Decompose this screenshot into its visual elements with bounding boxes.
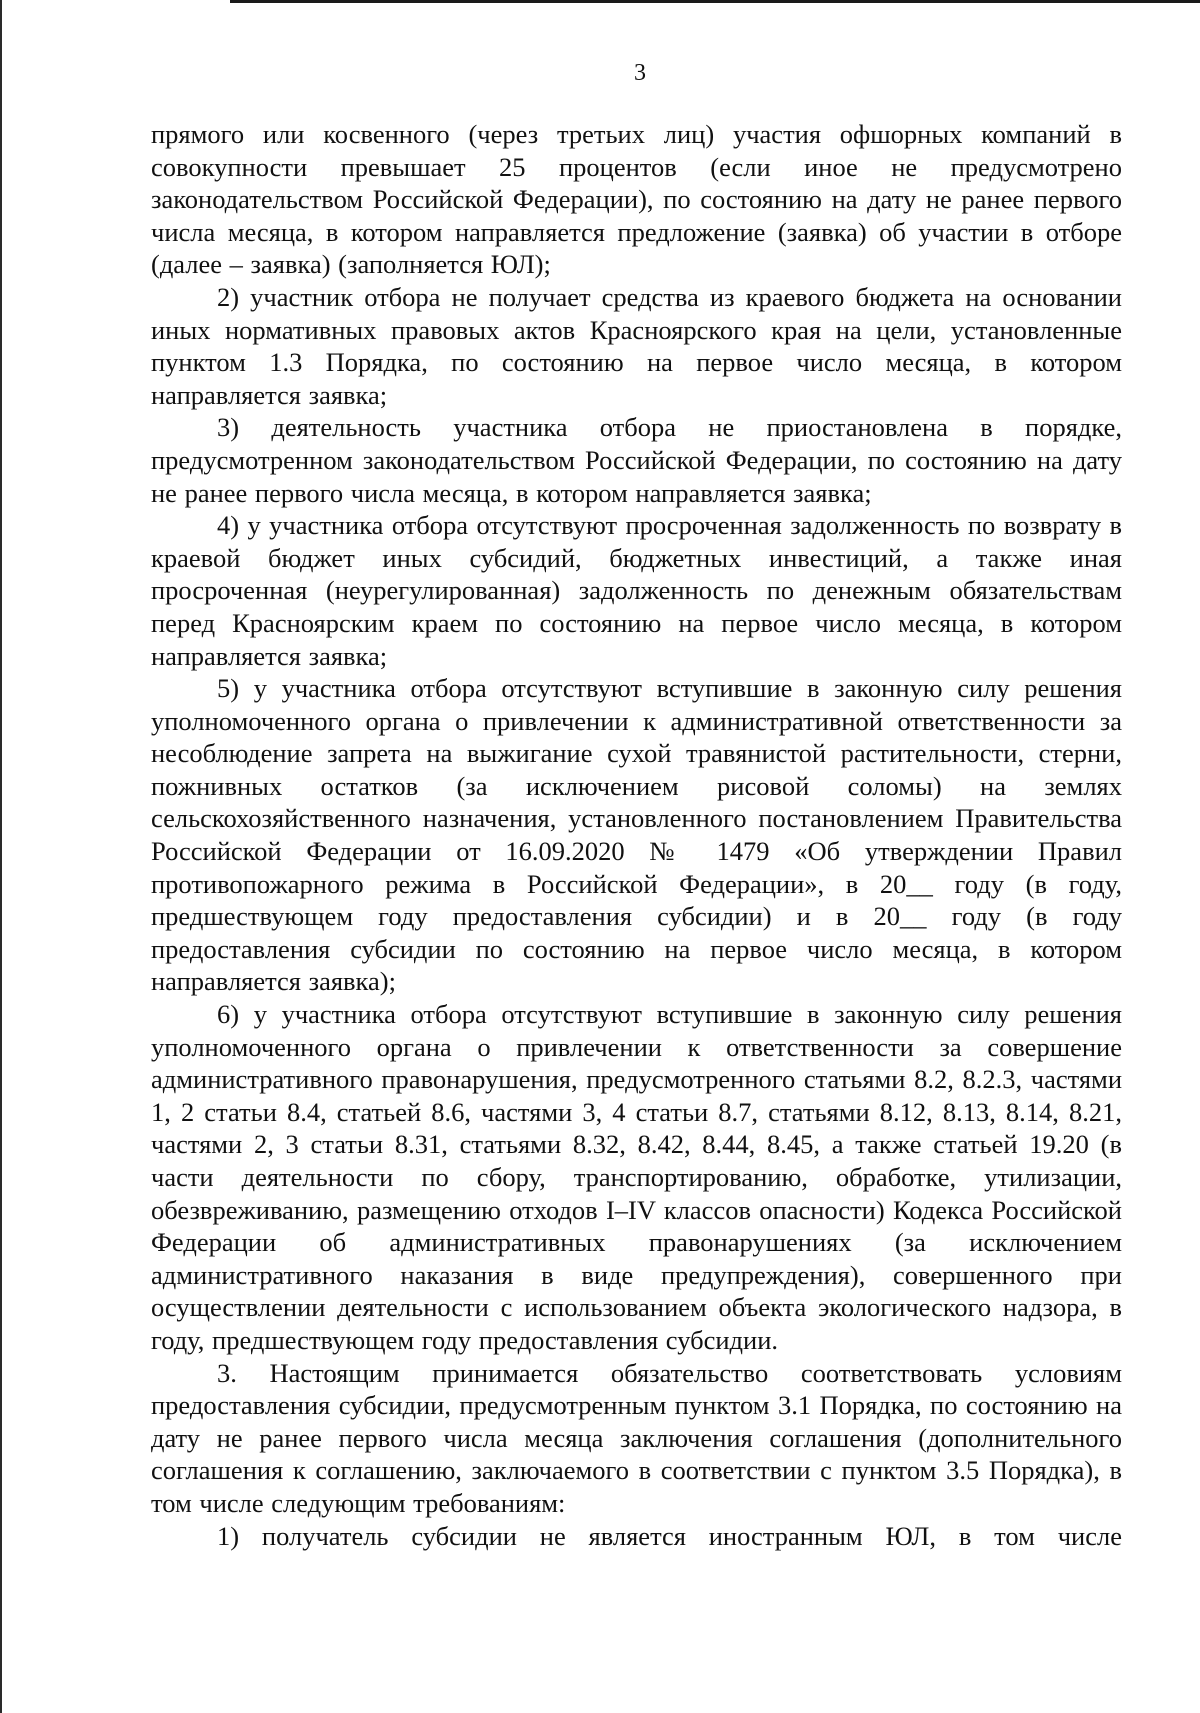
paragraph-item-2: 2) участник отбора не получает средства из краевого бюджета на основании иных нормативных правовых актов Красноярского края на цели, установленные пунктом 1.3 Порядка, по состоянию на первое число месяца, в котором направляется заявка; bbox=[151, 281, 1122, 410]
paragraph-item-4: 4) у участника отбора отсутствуют просроченная задолженность по возврату в краевой бюджет иных субсидий, бюджетных инвестиций, а также иная просроченная (неурегулированная) задолженность по денежным обязательствам перед Красноярским краем по состоянию на первое число месяца, в котором направляется заявка; bbox=[151, 510, 1122, 671]
document-body bbox=[151, 118, 1122, 1552]
paragraph-section-3: 3. Настоящим принимается обязательство соответствовать условиям предоставления субсидии, предусмотренным пунктом 3.1 Порядка, по состоянию на дату не ранее первого числа месяца заключения соглашения (дополнительного соглашения к соглашению, заключаемого в соответствии с пунктом 3.5 Порядка), в том числе следующим требованиям: bbox=[151, 1357, 1122, 1518]
page-number: 3 bbox=[634, 60, 646, 86]
paragraph-section-3-item-1: 1) получатель субсидии не является иностранным ЮЛ, в том числе bbox=[217, 1520, 1122, 1551]
paragraph-item-5: 5) у участника отбора отсутствуют вступившие в законную силу решения уполномоченного органа о привлечении к административной ответственности за несоблюдение запрета на выжигание сухой травянистой растительности, стерни, пожнивных остатков (за исключением рисовой соломы) на землях сельскохозяйственного назначения, установленного постановлением Правительства Российской Федерации от 16.09.2020 № 1479 «Об утверждении Правил противопожарного режима в Российской Федерации», в 20__ году (в году, предшествующем году предоставления субсидии) и в 20__ году (в году предоставления субсидии по состоянию на первое число месяца, в котором направляется заявка); bbox=[151, 673, 1122, 997]
scan-top-edge bbox=[230, 0, 1200, 3]
paragraph-item-3: 3) деятельность участника отбора не приостановлена в порядке, предусмотренном законодательством Российской Федерации, по состоянию на дату не ранее первого числа месяца, в котором направляется заявка; bbox=[151, 412, 1122, 508]
paragraph-item-6: 6) у участника отбора отсутствуют вступившие в законную силу решения уполномоченного органа о привлечении к ответственности за совершение административного правонарушения, предусмотренного статьями 8.2, 8.2.3, частями 1, 2 статьи 8.4, статьей 8.6, частями 3, 4 статьи 8.7, статьями 8.12, 8.13, 8.14, 8.21, частями 2, 3 статьи 8.31, статьями 8.32, 8.42, 8.44, 8.45, а также статьей 19.20 (в части деятельности по сбору, транспортированию, обработке, утилизации, обезвреживанию, размещению отходов I–IV классов опасности) Кодекса Российской Федерации об административных правонарушениях (за исключением административного наказания в виде предупреждения), совершенного при осуществлении деятельности с использованием объекта экологического надзора, в году, предшествующем году предоставления субсидии. bbox=[151, 999, 1122, 1355]
scan-left-edge bbox=[0, 0, 2, 1713]
paragraph-continuation: прямого или косвенного (через третьих лиц) участия офшорных компаний в совокупности превышает 25 процентов (если иное не предусмотрено законодательством Российской Федерации), по состоянию на дату не ранее первого числа месяца, в котором направляется предложение (заявка) об участии в отборе (далее – заявка) (заполняется ЮЛ); bbox=[151, 119, 1122, 280]
